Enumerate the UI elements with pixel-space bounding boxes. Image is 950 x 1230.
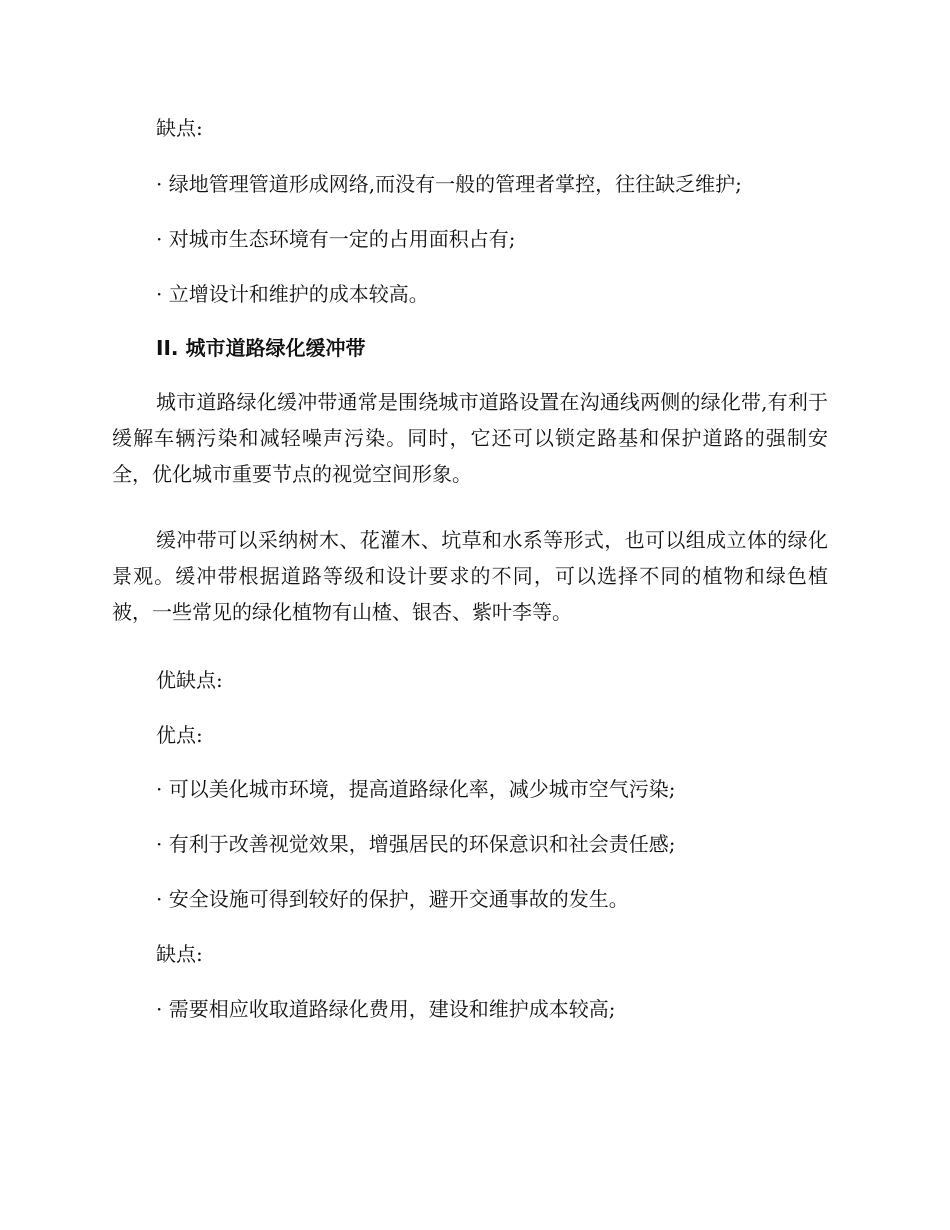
pros-cons-label: 优缺点: [156,668,223,692]
advantages-label: 优点: [156,723,203,747]
disadvantages-label: 缺点: [156,942,203,966]
body-paragraph: 缓冲带可以采纳树木、花灌木、坑草和水系等形式，也可以组成立体的绿化景观。缓冲带根据道路等级和设计要求的不同，可以选择不同的植物和绿色植被，一些常见的绿化植物有山楂、银杏、紫叶李等。 [112,528,828,624]
bullet-item: · 绿地管理管道形成网络,而没有一般的管理者掌控，往往缺乏维护; [156,172,742,196]
disadvantages-label: 缺点: [156,116,203,140]
body-paragraph: 城市道路绿化缓冲带通常是围绕城市道路设置在沟通线两侧的绿化带,有利于缓解车辆污染和减轻噪声污染。同时，它还可以锁定路基和保护道路的强制安全，优化城市重要节点的视觉空间形象。 [112,390,828,486]
bullet-item: · 安全设施可得到较好的保护，避开交通事故的发生。 [156,887,629,911]
bullet-item: · 需要相应收取道路绿化费用，建设和维护成本较高; [156,997,616,1021]
bullet-item: · 立增设计和维护的成本较高。 [156,282,429,306]
section-heading: II. 城市道路绿化缓冲带 [156,336,366,360]
bullet-item: · 可以美化城市环境，提高道路绿化率，减少城市空气污染; [156,777,676,801]
bullet-item: · 有利于改善视觉效果，增强居民的环保意识和社会责任感; [156,832,676,856]
bullet-item: · 对城市生态环境有一定的占用面积占有; [156,227,516,251]
